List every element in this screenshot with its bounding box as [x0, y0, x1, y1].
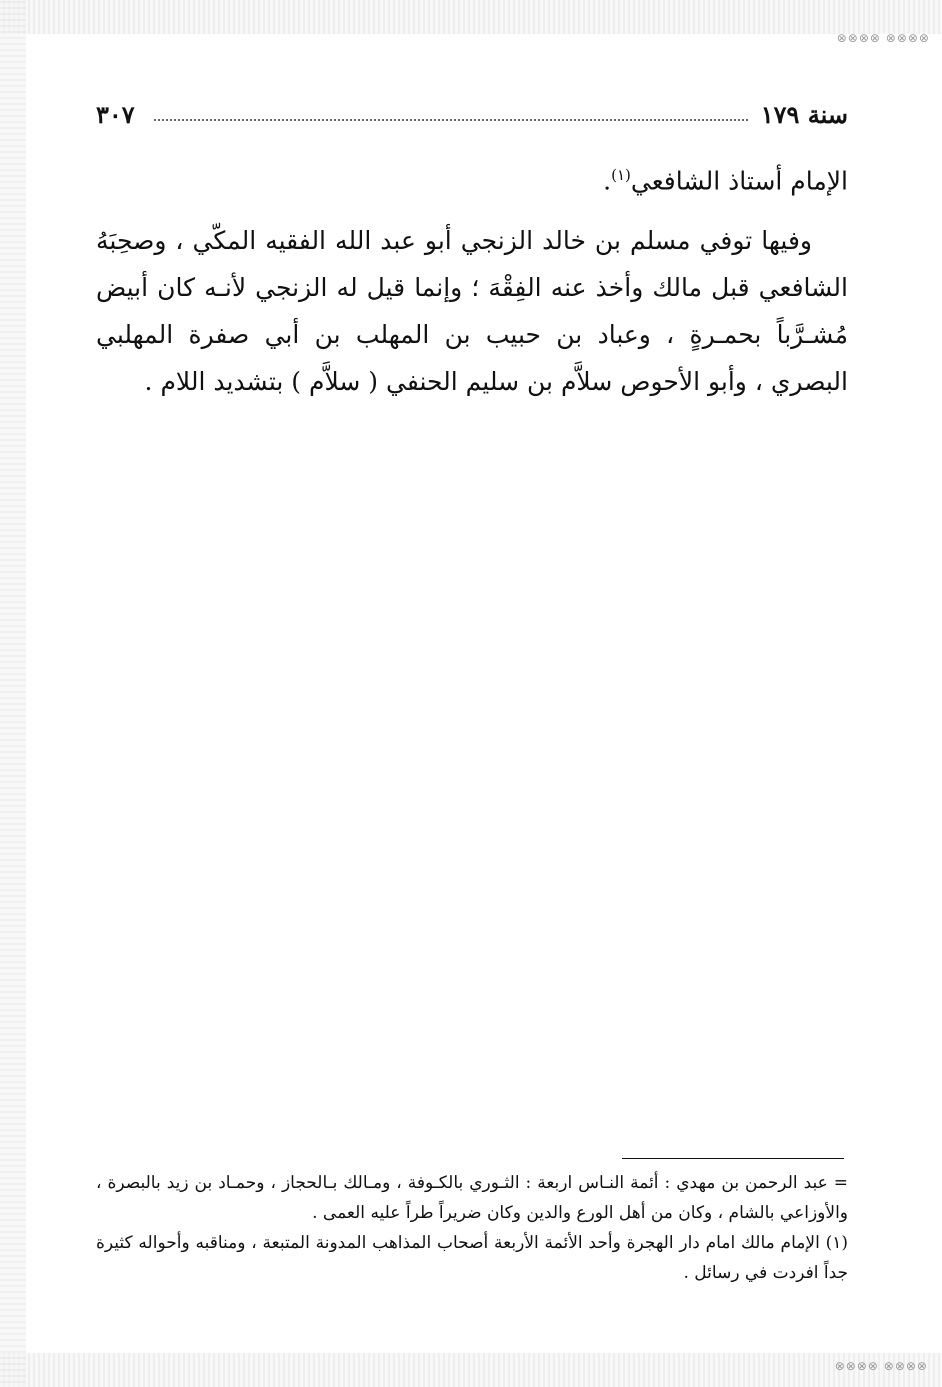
scan-border-bottom [0, 1353, 942, 1387]
footnote-reference: (١) [611, 166, 631, 184]
footnotes [96, 1168, 848, 1288]
top-ornament: ⊗⊗⊗⊗ ⊗⊗⊗⊗ [836, 31, 930, 45]
opening-line [96, 152, 848, 204]
main-text [96, 152, 848, 405]
footnote-separator [622, 1158, 844, 1159]
scan-border-top [0, 0, 942, 34]
year-label: سنة ١٧٩ [760, 100, 848, 129]
footnote-continuation: = عبد الرحمن بن مهدي : أئمة النـاس اربعة : الثـوري بالكـوفة ، ومـالك بـالحجاز ، وحمـاد بن زيد بالبصرة ، والأوزاعي بالشام ، وكان من أهل الورع والدين وكان ضريراً طراً عليه العمى . [96, 1173, 848, 1223]
scan-border-left [0, 0, 26, 1387]
opening-line-text: الإمام أستاذ الشافعي [630, 166, 848, 196]
page-number: ٣٠٧ [96, 100, 135, 129]
footnote-1: (١) الإمام مالك امام دار الهجرة وأحد الأئمة الأربعة أصحاب المذاهب المدونة المتبعة ، ومناقبه وأحواله كثيرة جداً افردت في رسائل . [96, 1233, 848, 1283]
header-dotted-leader [154, 119, 748, 121]
body-paragraph: وفيها توفي مسلم بن خالد الزنجي أبو عبد الله الفقيه المكّي ، وصحِبَهُ الشافعي قبل مالك وأخذ عنه الفِقْهَ ؛ وإنما قيل له الزنجي لأنـه كان أبيض مُشـرَّباً بحمـرةٍ ، وعباد بن حبيب بن المهلب بن أبي صفرة المهلبي البصري ، وأبو الأحوص سلاَّم بن سليم الحنفي ( سلاَّم ) بتشديد اللام . [96, 226, 849, 397]
bottom-ornament: ⊗⊗⊗⊗ ⊗⊗⊗⊗ [834, 1359, 928, 1373]
page-header [96, 100, 848, 134]
opening-line-end: . [603, 166, 612, 196]
